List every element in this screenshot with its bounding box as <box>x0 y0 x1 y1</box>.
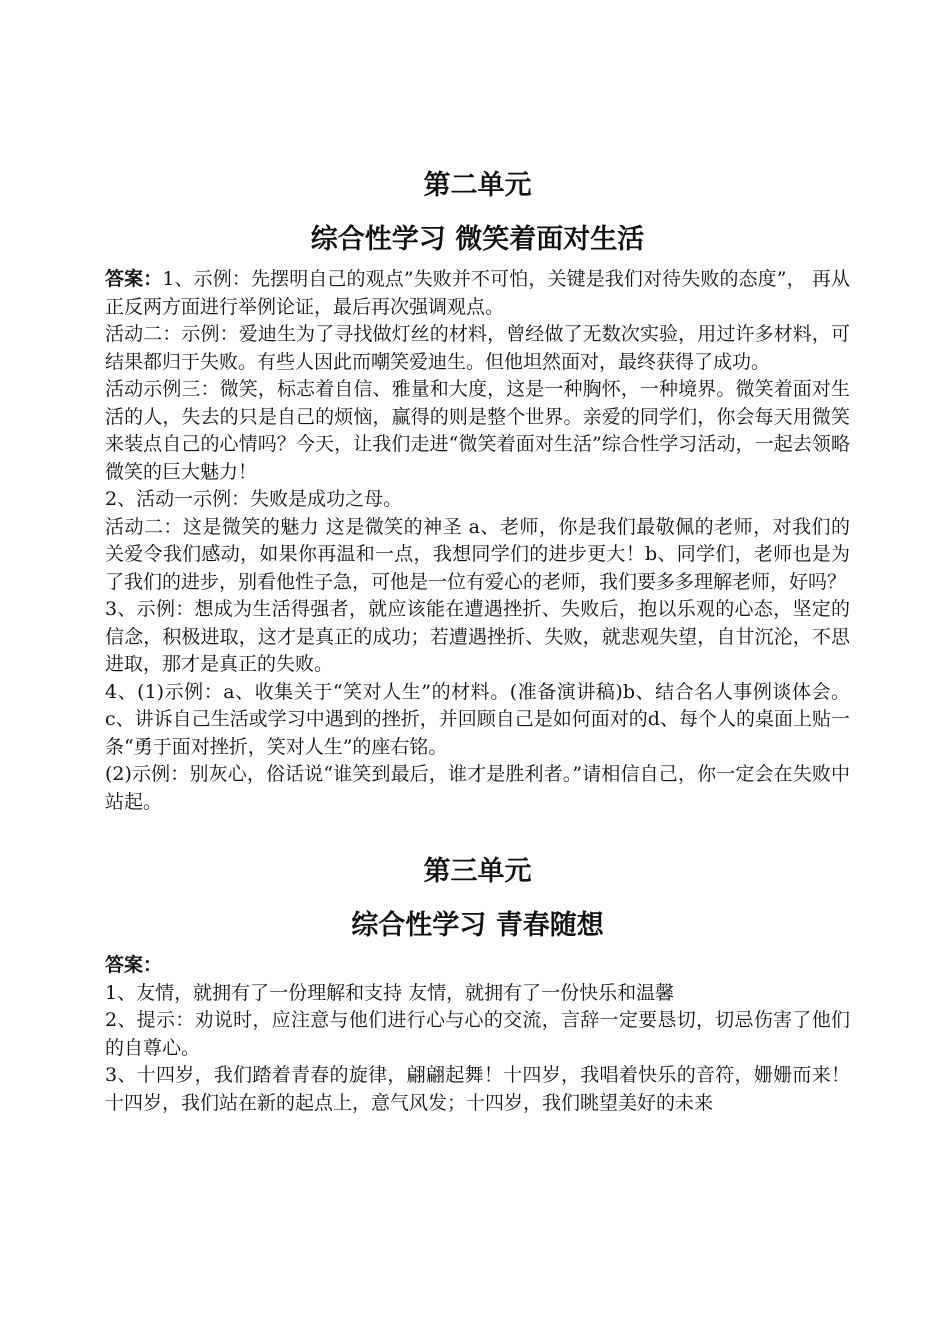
paragraph-text: 1、示例：先摆明自己的观点”失败并不可怕，关键是我们对待失败的态度”， 再从正反两方面进行举例论证，最后再次强调观点。 <box>105 268 850 318</box>
unit-two-section <box>105 168 850 816</box>
unit-two-paragraph-7: 4、(1)示例：a、收集关于“笑对人生”的材料。(准备演讲稿)b、结合名人事例谈体会。c、讲诉自己生活或学习中遇到的挫折，并回顾自己是如何面对的d、每个人的桌面上贴一条“勇于面对挫折，笑对人生”的座右铭。 <box>105 680 850 758</box>
unit-two-title: 第二单元 <box>423 170 532 201</box>
unit-three-topic-title: 综合性学习 青春随想 <box>351 910 604 941</box>
unit-three-paragraph-1: 1、友情，就拥有了一份理解和支持 友情，就拥有了一份快乐和温馨 <box>105 981 675 1004</box>
unit-three-paragraph-2: 2、提示：劝说时，应注意与他们进行心与心的交流，言辞一定要恳切，切忌伤害了他们的自尊心。 <box>105 1009 850 1059</box>
unit-two-paragraph-2: 活动二：示例：爱迪生为了寻找做灯丝的材料，曾经做了无数次实验，用过许多材料，可结果都归于失败。有些人因此而嘲笑爱迪生。但他坦然面对，最终获得了成功。 <box>105 323 850 373</box>
unit-two-topic-title: 综合性学习 微笑着面对生活 <box>310 224 645 255</box>
unit-two-paragraph-4: 2、活动一示例：失败是成功之母。 <box>105 488 403 510</box>
unit-two-paragraph-6: 3、示例：想成为生活得强者，就应该能在遭遇挫折、失败后，抱以乐观的心态，坚定的信念，积极进取，这才是真正的成功；若遭遇挫折、失败，就悲观失望，自甘沉沦，不思进取，那才是真正的失败。 <box>105 598 850 675</box>
unit-two-paragraph-1 <box>105 266 850 321</box>
unit-three-section <box>105 854 850 1117</box>
answer-label: 答案： <box>105 268 163 290</box>
unit-two-paragraph-5: 活动二：这是微笑的魅力 这是微笑的神圣 a、老师，你是我们最敬佩的老师，对我们的关爱令我们感动，如果你再温和一点，我想同学们的进步更大！b、同学们，老师也是为了我们的进步，别看他性子急，可他是一位有爱心的老师，我们要多多理解老师，好吗？ <box>105 515 850 593</box>
unit-three-title: 第三单元 <box>423 856 532 887</box>
unit-three-answer-label: 答案： <box>105 954 163 976</box>
unit-two-paragraph-3: 活动示例三：微笑，标志着自信、雅量和大度，这是一种胸怀，一种境界。微笑着面对生活的人，失去的只是自己的烦恼，赢得的则是整个世界。亲爱的同学们，你会每天用微笑来装点自己的心情吗？今天，让我们走进“微笑着面对生活”综合性学习活动，一起去领略微笑的巨大魅力！ <box>105 378 850 483</box>
unit-three-paragraph-3: 3、十四岁，我们踏着青春的旋律，翩翩起舞！十四岁，我唱着快乐的音符，姗姗而来！十四岁，我们站在新的起点上，意气风发；十四岁，我们眺望美好的未来 <box>105 1064 850 1114</box>
unit-two-paragraph-8: (2)示例：别灰心，俗话说“谁笑到最后，谁才是胜利者。”请相信自己，你一定会在失败中站起。 <box>105 763 850 813</box>
document-page <box>105 168 850 1117</box>
